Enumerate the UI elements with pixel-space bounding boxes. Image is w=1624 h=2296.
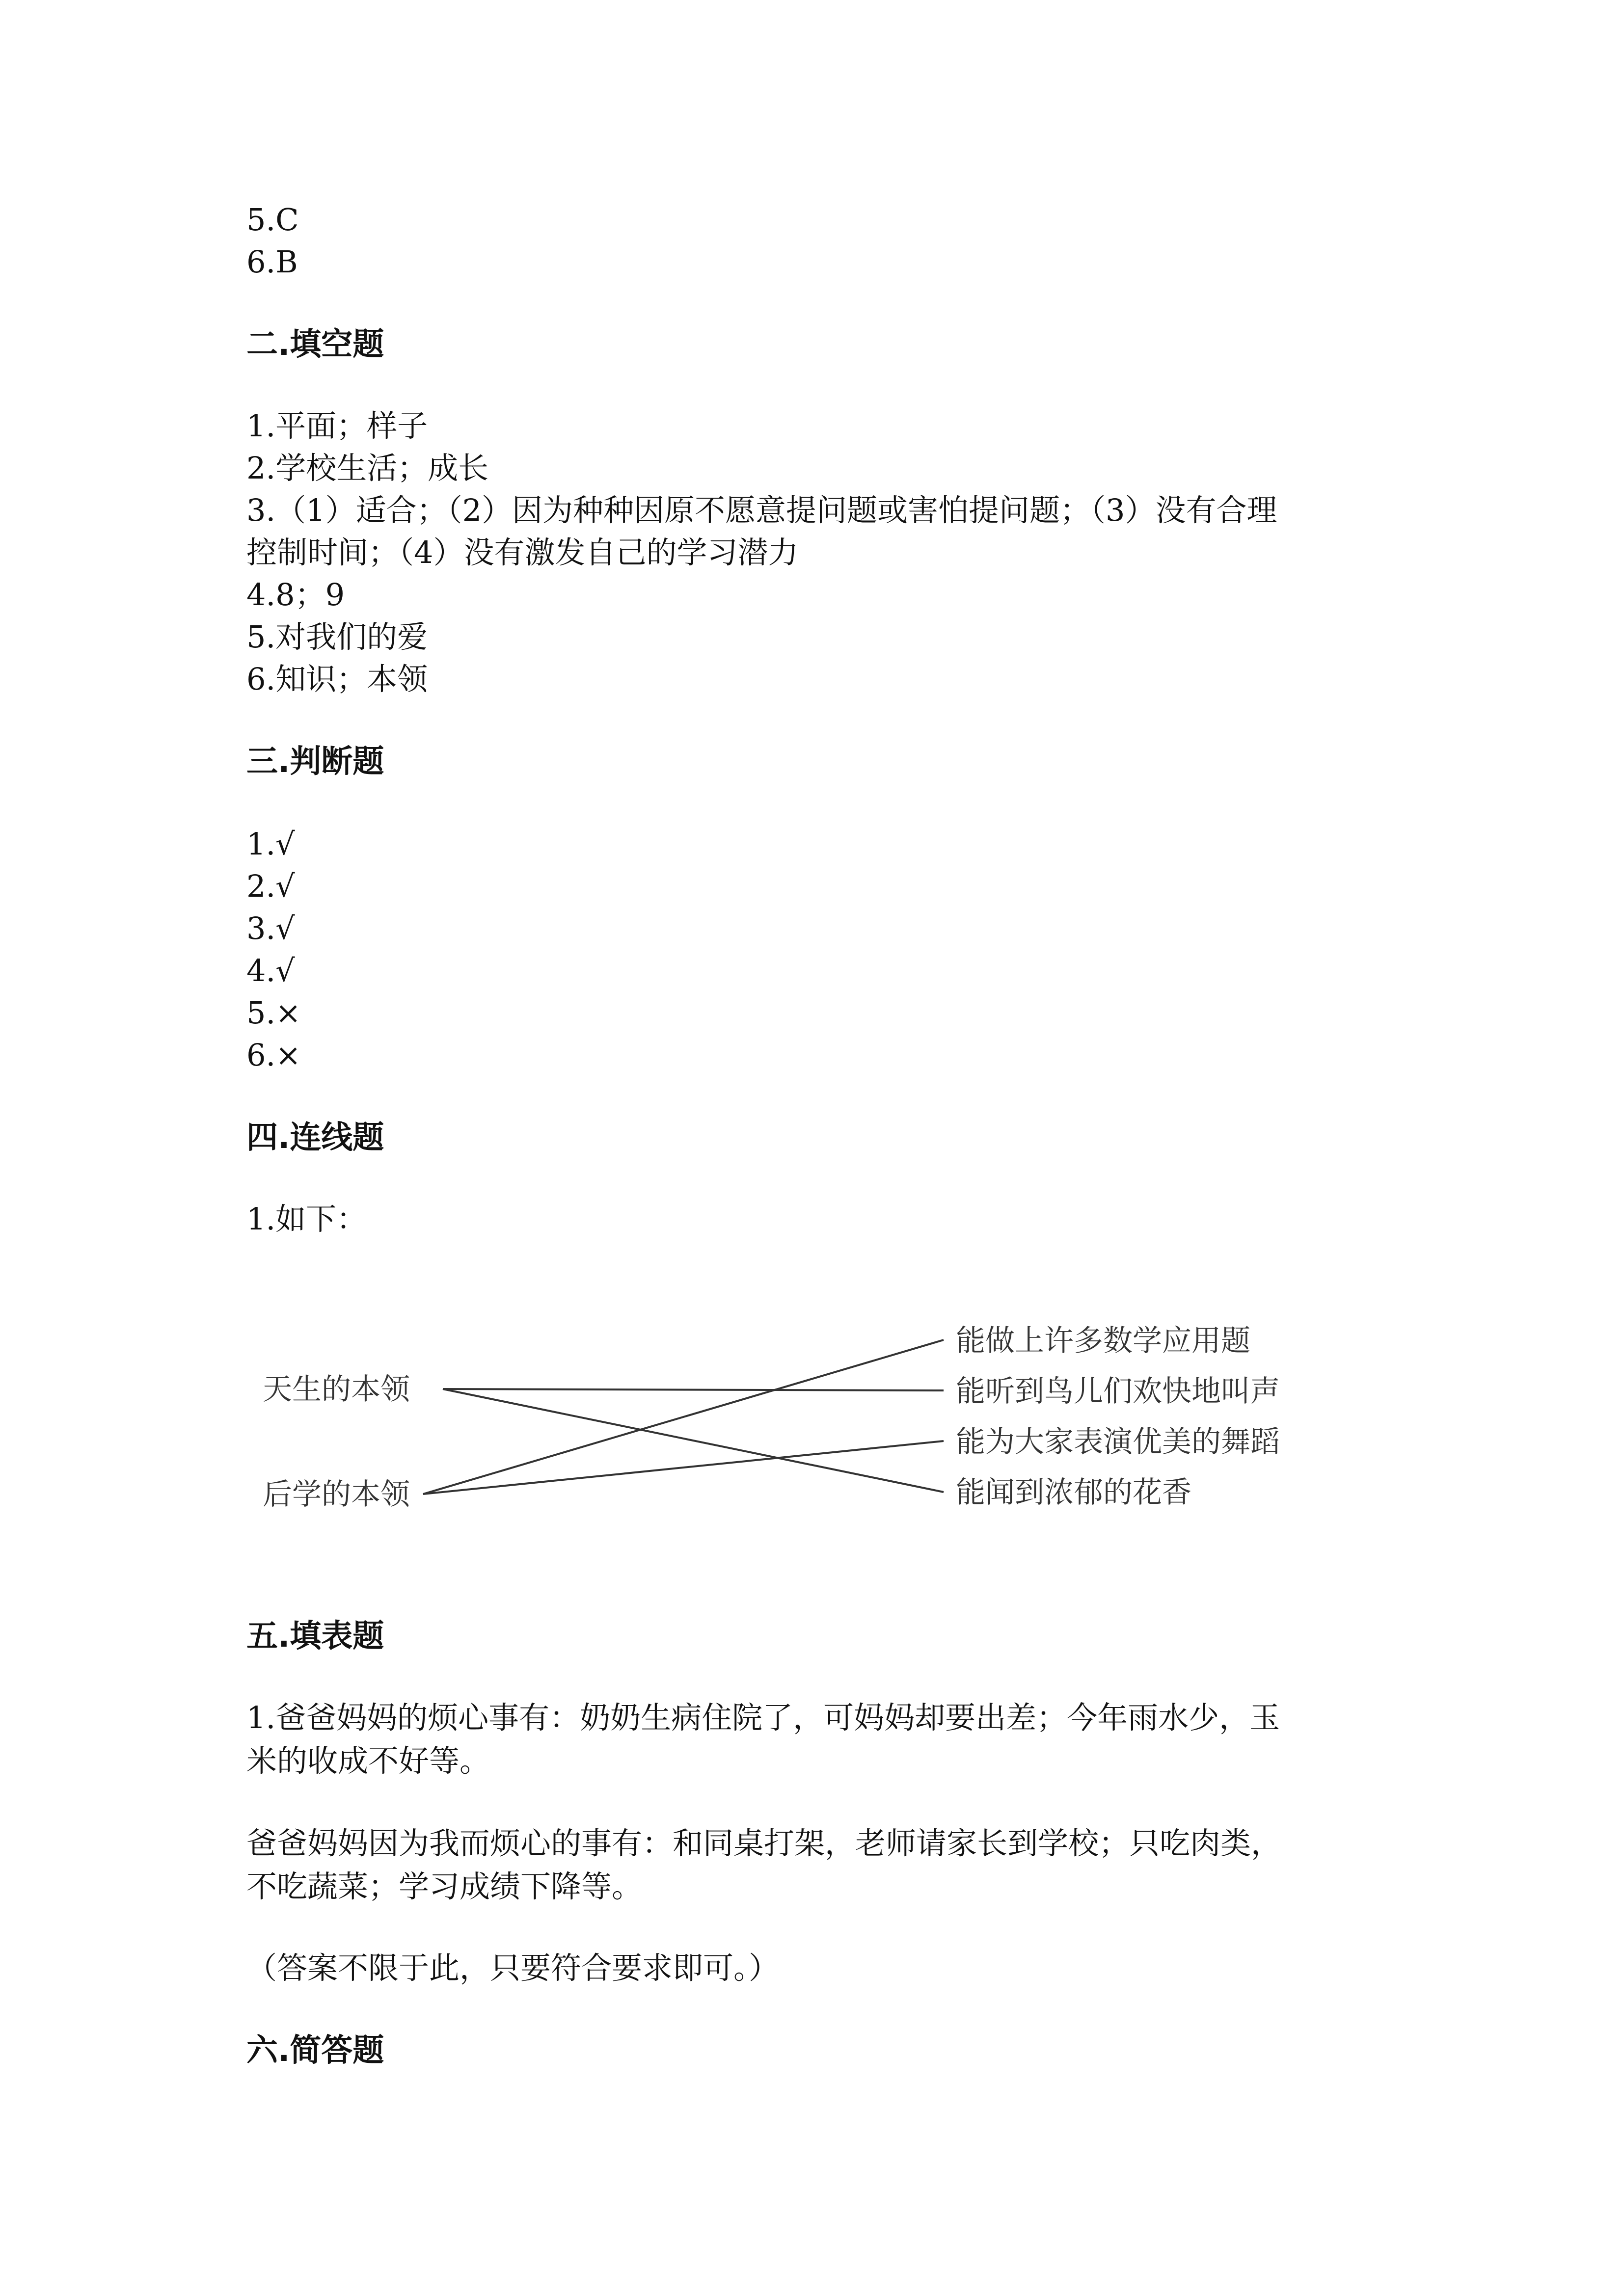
answer-line: 3.√ [246, 910, 295, 946]
section-heading-true-false: 三.判断题 [246, 744, 384, 780]
match-line [423, 1441, 944, 1494]
right-label: 能做上许多数学应用题 [956, 1324, 1250, 1358]
matching-figure [246, 1306, 1326, 1551]
right-label: 能为大家表演优美的舞蹈 [956, 1425, 1280, 1459]
answer-line: 6.B [246, 244, 298, 280]
match-line [443, 1389, 944, 1390]
left-label: 天生的本领 [263, 1372, 410, 1407]
answer-line: 5.× [246, 995, 301, 1031]
answer-line: 6.× [246, 1037, 301, 1073]
section-heading-table-fill: 五.填表题 [246, 1618, 384, 1655]
paragraph-line: 不吃蔬菜；学习成绩下降等。 [246, 1869, 643, 1904]
answer-line: 2.√ [246, 868, 295, 904]
section-heading-matching: 四.连线题 [246, 1120, 384, 1156]
answer-note: （答案不限于此，只要符合要求即可。） [246, 1950, 780, 1986]
match-line [423, 1340, 944, 1494]
answer-line: 控制时间；（4）没有激发自己的学习潜力 [246, 534, 799, 570]
paragraph-line: 1.爸爸妈妈的烦心事有：奶奶生病住院了，可妈妈却要出差；今年雨水少，玉 [246, 1700, 1280, 1735]
section-heading-fill-blank: 二.填空题 [246, 326, 384, 363]
answer-line: 4.√ [246, 953, 295, 988]
left-label: 后学的本领 [263, 1477, 410, 1512]
section-heading-short-answer: 六.简答题 [246, 2032, 384, 2069]
paragraph-line: 爸爸妈妈因为我而烦心的事有：和同桌打架，老师请家长到学校；只吃肉类， [246, 1825, 1282, 1861]
right-label: 能听到鸟儿们欢快地叫声 [956, 1374, 1280, 1409]
matching-diagram [246, 1306, 1326, 1551]
answer-line: 1.√ [246, 826, 295, 862]
answer-line: 5.对我们的爱 [246, 619, 428, 655]
right-label: 能闻到浓郁的花香 [956, 1475, 1191, 1510]
match-line [443, 1389, 944, 1492]
answer-line: 5.C [246, 202, 299, 238]
answer-line: 1.平面；样子 [246, 408, 428, 444]
answer-line: 1.如下： [246, 1201, 367, 1237]
answer-line: 6.知识；本领 [246, 661, 428, 697]
paragraph-line: 米的收成不好等。 [246, 1743, 490, 1779]
answer-line: 4.8；9 [246, 577, 345, 613]
answer-line: 3.（1）适合；（2）因为种种因原不愿意提问题或害怕提问题；（3）没有合理 [246, 492, 1277, 528]
answer-line: 2.学校生活；成长 [246, 450, 489, 486]
